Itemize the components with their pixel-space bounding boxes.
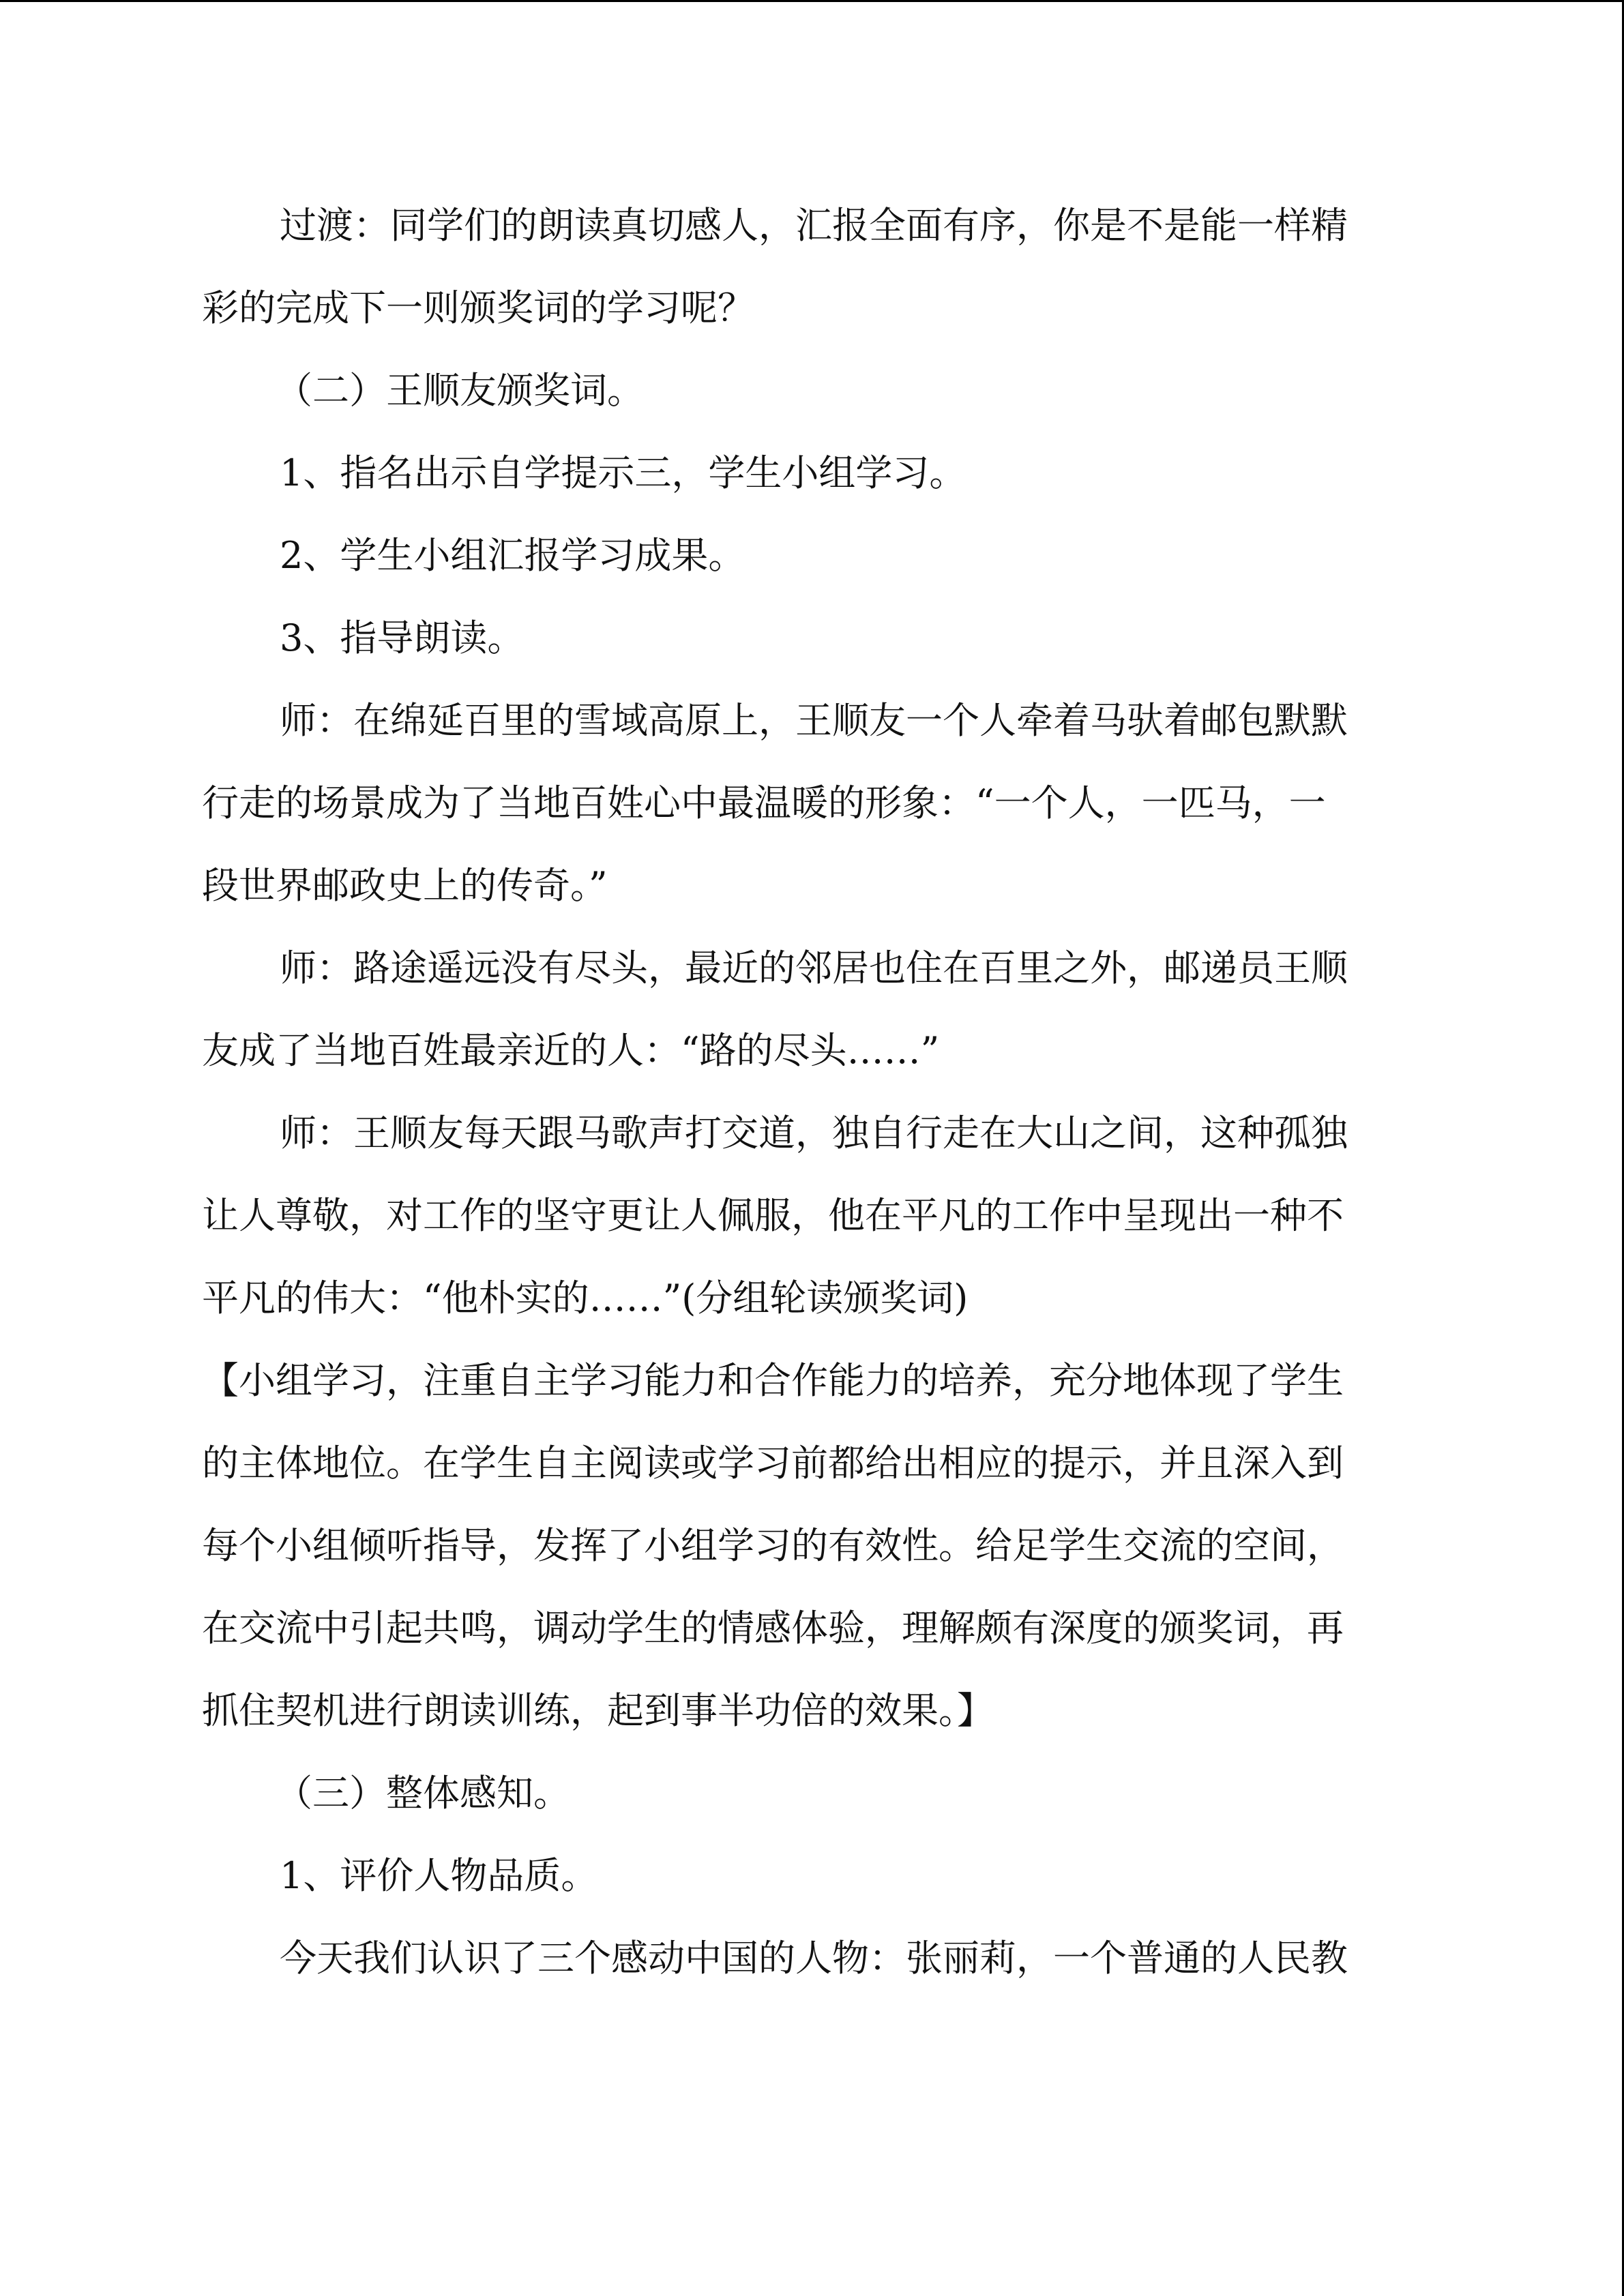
- comment-line: 抓住契机进行朗读训练，起到事半功倍的效果。】: [202, 1689, 994, 1732]
- paragraph-line: 师：在绵延百里的雪域高原上，王顺友一个人牵着马驮着邮包默默: [280, 699, 1348, 742]
- list-item: 1、评价人物品质。: [280, 1854, 598, 1897]
- list-item: 1、指名出示自学提示三，学生小组学习。: [280, 451, 966, 494]
- paragraph-line: 行走的场景成为了当地百姓心中最温暖的形象：“一个人，一匹马，一: [202, 781, 1326, 824]
- comment-line: 【小组学习，注重自主学习能力和合作能力的培养，充分地体现了学生: [202, 1359, 1344, 1402]
- paragraph-line: 让人尊敬，对工作的坚守更让人佩服，他在平凡的工作中呈现出一种不: [202, 1194, 1344, 1237]
- paragraph-line: 今天我们认识了三个感动中国的人物：张丽莉，一个普通的人民教: [280, 1937, 1348, 1980]
- section-heading: （三）整体感知。: [276, 1772, 570, 1815]
- list-item: 3、指导朗读。: [280, 616, 525, 659]
- paragraph-line: 师：王顺友每天跟马歌声打交道，独自行走在大山之间，这种孤独: [280, 1112, 1348, 1154]
- paragraph-line: 过渡：同学们的朗读真切感人，汇报全面有序，你是不是能一样精: [280, 204, 1348, 247]
- paragraph-line: 平凡的伟大：“他朴实的……”(分组轮读颁奖词): [202, 1277, 969, 1320]
- comment-line: 每个小组倾听指导，发挥了小组学习的有效性。给足学生交流的空间，: [202, 1524, 1344, 1567]
- comment-line: 的主体地位。在学生自主阅读或学习前都给出相应的提示，并且深入到: [202, 1442, 1344, 1485]
- paragraph-line: 师：路途遥远没有尽头，最近的邻居也住在百里之外，邮递员王顺: [280, 946, 1348, 989]
- section-heading: （二）王顺友颁奖词。: [276, 369, 644, 412]
- paragraph-line: 友成了当地百姓最亲近的人：“路的尽头……”: [202, 1029, 940, 1072]
- comment-line: 在交流中引起共鸣，调动学生的情感体验，理解颇有深度的颁奖词，再: [202, 1607, 1344, 1650]
- paragraph-line: 段世界邮政史上的传奇。”: [202, 864, 608, 907]
- paragraph-line: 彩的完成下一则颁奖词的学习呢？: [202, 286, 754, 329]
- list-item: 2、学生小组汇报学习成果。: [280, 534, 745, 577]
